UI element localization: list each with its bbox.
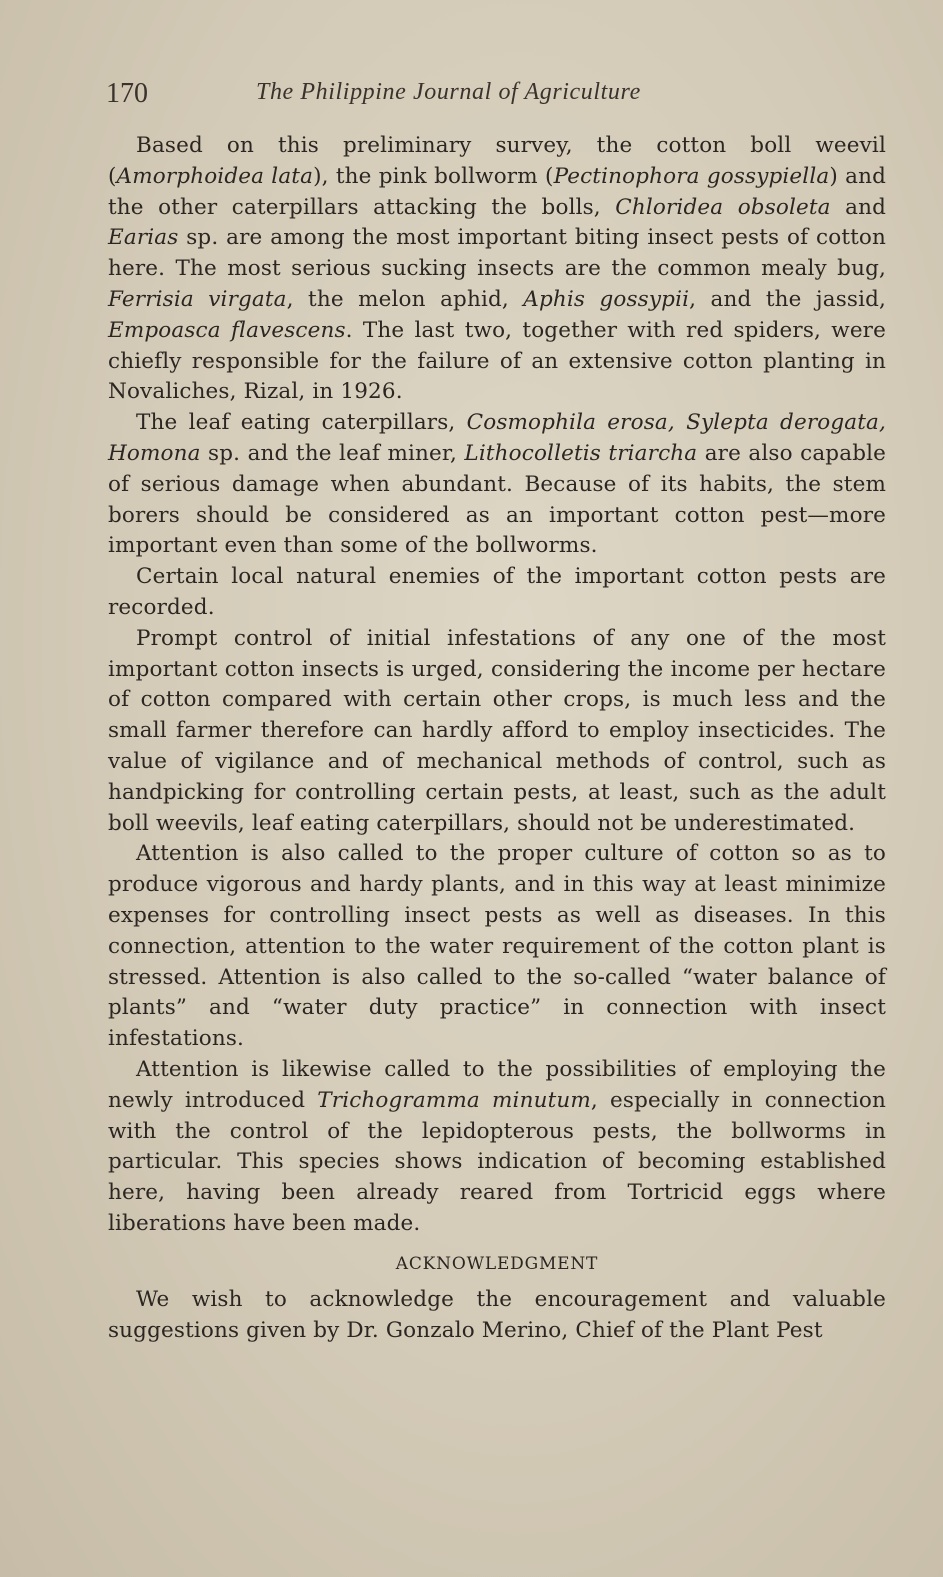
text-run: , especially in connection with the control of the lepidopterous pests, the bollworms in particular. This species shows indication of becoming established here, having been already reared from Tortricid eggs where liberations have been made. [108, 1087, 887, 1236]
page-number: 170 [106, 78, 148, 109]
text-run: The leaf eating caterpillars, [136, 410, 467, 436]
text-run: Attention is also called to the proper culture of cotton so as to produce vigorous and hardy plants, and in this way at least minimize expenses for controlling insect pests as well as diseases. In this connection, attention to the water requirement of the cotton plant is stressed. Attention is also called to the so-called “water balance of plants” and “water duty practice” in connection with insect infestations. [108, 841, 886, 1052]
paragraph [108, 1055, 886, 1240]
italic-text: Chloridea obsoleta [615, 194, 831, 220]
italic-text: Trichogramma minutum [317, 1087, 591, 1113]
acknowledgment-heading: ACKNOWLEDGMENT [395, 1253, 599, 1274]
italic-text: Pectinophora gossypiella [553, 163, 830, 189]
text-run: Certain local natural enemies of the important cotton pests are recorded. [108, 564, 886, 620]
acknowledgment-text: We wish to acknowledge the encouragement and valuable suggestions given by Dr. Gonzalo Merino, Chief of the Plant Pest [108, 1287, 886, 1344]
paragraph [108, 839, 886, 1055]
paragraph [108, 624, 886, 840]
paragraph [108, 408, 886, 562]
paragraph [108, 562, 886, 624]
text-run: are also capable of serious damage when abundant. Because of its habits, the stem borers should be considered as an important cotton pest—more important even than some of the bollworms. [108, 440, 887, 559]
text-run: , and the jassid, [689, 286, 886, 312]
text-run: sp. and the leaf miner, [200, 440, 465, 466]
text-run: sp. are among the most important biting insect pests of cotton here. The most serious sucking insects are the common mealy bug, [108, 225, 886, 282]
italic-text: Earias [108, 225, 179, 251]
journal-title: The Philippine Journal of Agriculture [256, 79, 641, 105]
italic-text: Lithocolletis triarcha [464, 440, 698, 466]
text-run: . The last two, together with red spiders, were chiefly responsible for the failure of an extensive cotton planting in Novaliches, Rizal, in 1926. [108, 317, 886, 405]
text-run: , the melon aphid, [286, 286, 524, 312]
text-run: Based on this preliminary survey, the cotton boll weevil ( [108, 133, 886, 189]
text-run: ), the pink bollworm ( [313, 163, 554, 189]
text-run: ) and the other caterpillars attacking the bolls, [108, 163, 887, 220]
text-run: and [830, 194, 887, 220]
text-run: Prompt control of initial infestations of any one of the most important cotton insects is urged, considering the income per hectare of cotton compared with certain other crops, is much less and the small farmer therefore can hardly afford to employ insecticides. The value of vigilance and of mechanical methods of control, such as handpicking for controlling certain pests, at least, such as the adult boll weevils, leaf eating caterpillars, should not be underestimated. [108, 625, 886, 836]
page-header [106, 78, 886, 114]
italic-text: Aphis gossypii [523, 286, 690, 312]
paragraph [108, 131, 886, 408]
text-run: Attention is likewise called to the possibilities of employing the newly introduced [108, 1056, 886, 1113]
body-text [108, 131, 886, 1347]
italic-text: Cosmophila erosa, Sylepta derogata, Homona [108, 410, 886, 466]
italic-text: Amorphoidea lata [116, 163, 314, 189]
italic-text: Empoasca flavescens [108, 317, 346, 343]
italic-text: Ferrisia virgata [108, 286, 287, 312]
